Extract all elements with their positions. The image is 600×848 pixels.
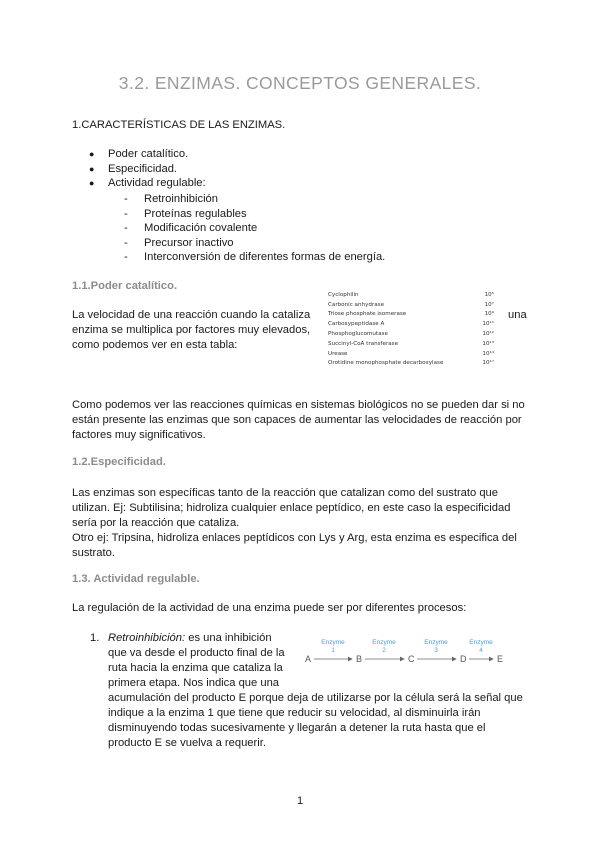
node-a: A	[305, 654, 312, 664]
poder-conclusion: Como podemos ver las reacciones químicas en sistemas biológicos no se pueden dar si no están presente las enzimas que son capaces de aumentar las velocidades de reacción por factores muy significativos.	[72, 399, 525, 441]
actividad-intro: La regulación de la actividad de una enzima puede ser por diferentes procesos:	[72, 602, 467, 614]
dash-icon: -	[124, 193, 128, 205]
dash-icon: -	[124, 251, 128, 264]
list-item: - Precursor inactivo	[124, 236, 234, 249]
enzyme-label-2: Enzyme	[372, 639, 396, 646]
poder-paragraph: La velocidad de una reacción cuando la cataliza enzima se multiplica por factores muy elevados, como podemos ver en esta tabla:	[72, 309, 311, 351]
especificidad-paragraph: Las enzimas son específicas tanto de la reacción que catalizan como del sustrato que utilizan. Ej: Subtilisina; hidroliza cualquier enlace peptídico, en este caso la especificidad sería por la reacción que cataliza. Otro ej: Tripsina, hidroliza enlaces peptídicos con Lys y Arg, esta enzima es especifica del sustrato.	[72, 487, 517, 559]
enzyme-number-4: 4	[479, 647, 483, 654]
enzyme-number-3: 3	[434, 647, 438, 654]
regulation-sublist	[124, 192, 385, 265]
node-b: B	[356, 654, 363, 664]
table-row: Orotidine monophosphate decarboxylase 10¹⁷	[328, 360, 494, 367]
node-d: D	[460, 654, 467, 664]
list-item: - Modificación covalente	[124, 222, 258, 235]
page-title: 3.2. ENZIMAS. CONCEPTOS GENERALES.	[118, 73, 482, 93]
node-e: E	[497, 654, 504, 664]
list-item: - Interconversión de diferentes formas de energía.	[124, 251, 386, 264]
table-row: Triose phosphate isomerase 10⁹	[328, 311, 494, 318]
list-item: ● Poder catalítico.	[89, 148, 189, 160]
table-row: Succinyl-CoA transferase 10¹³	[328, 340, 494, 347]
section-heading-especificidad: 1.2.Especificidad.	[72, 456, 166, 468]
retroinhibicion-narrow-text: Retroinhibición: es una inhibición que va desde el producto final de la ruta hacia la enzima que cataliza la primera etapa. Nos indica que una	[108, 632, 285, 689]
page-number: 1	[296, 795, 304, 807]
section-heading-poder: 1.1.Poder catalítico.	[72, 280, 178, 292]
retroinhibicion-wide-text: acumulación del producto E porque deja de utilizarse por la célula será la señal que indique a la enzima 1 que tiene que reducir su velocidad, al disminuirla irán disminuyendo todas sucesivamente y llegarán a detener la ruta hasta que el producto E se vuelva a requerir.	[108, 692, 523, 749]
section-heading-caracteristicas: 1.CARACTERÍSTICAS DE LAS ENZIMAS.	[72, 119, 286, 131]
rate-enhancement-table	[328, 290, 494, 368]
enzyme-label-3: Enzyme	[424, 639, 448, 646]
node-c: C	[408, 654, 415, 664]
list-item: ● Actividad regulable:	[89, 177, 206, 190]
bullet-icon: ●	[89, 163, 95, 174]
characteristics-list	[89, 147, 206, 191]
bullet-icon: ●	[89, 149, 95, 159]
table-row: Cyclophilin 10⁵	[328, 291, 494, 298]
enzyme-number-1: 1	[331, 647, 335, 654]
table-row: Urease 10¹⁴	[328, 350, 494, 357]
dash-icon: -	[124, 236, 128, 249]
table-row: Phosphoglucomutase 10¹²	[328, 331, 494, 338]
term-retroinhibicion: Retroinhibición:	[108, 632, 186, 644]
enzyme-number-2: 2	[382, 647, 386, 654]
section-heading-actividad: 1.3. Actividad regulable.	[72, 573, 200, 585]
dash-icon: -	[124, 207, 128, 220]
bullet-icon: ●	[89, 178, 95, 189]
enzyme-label-4: Enzyme	[469, 639, 493, 646]
enzyme-label-1: Enzyme	[321, 639, 345, 646]
list-item: ● Especificidad.	[89, 162, 178, 175]
list-item: - Proteínas regulables	[124, 207, 247, 220]
enzyme-pathway-diagram	[300, 632, 505, 672]
poder-paragraph-tail: una	[508, 309, 527, 321]
list-number: 1.	[90, 632, 100, 644]
table-row: Carboxypeptidase A 10¹¹	[328, 321, 494, 328]
table-row: Carbonic anhydrase 10⁷	[328, 301, 494, 308]
list-item: - Retroinhibición	[124, 193, 219, 205]
dash-icon: -	[124, 222, 128, 235]
